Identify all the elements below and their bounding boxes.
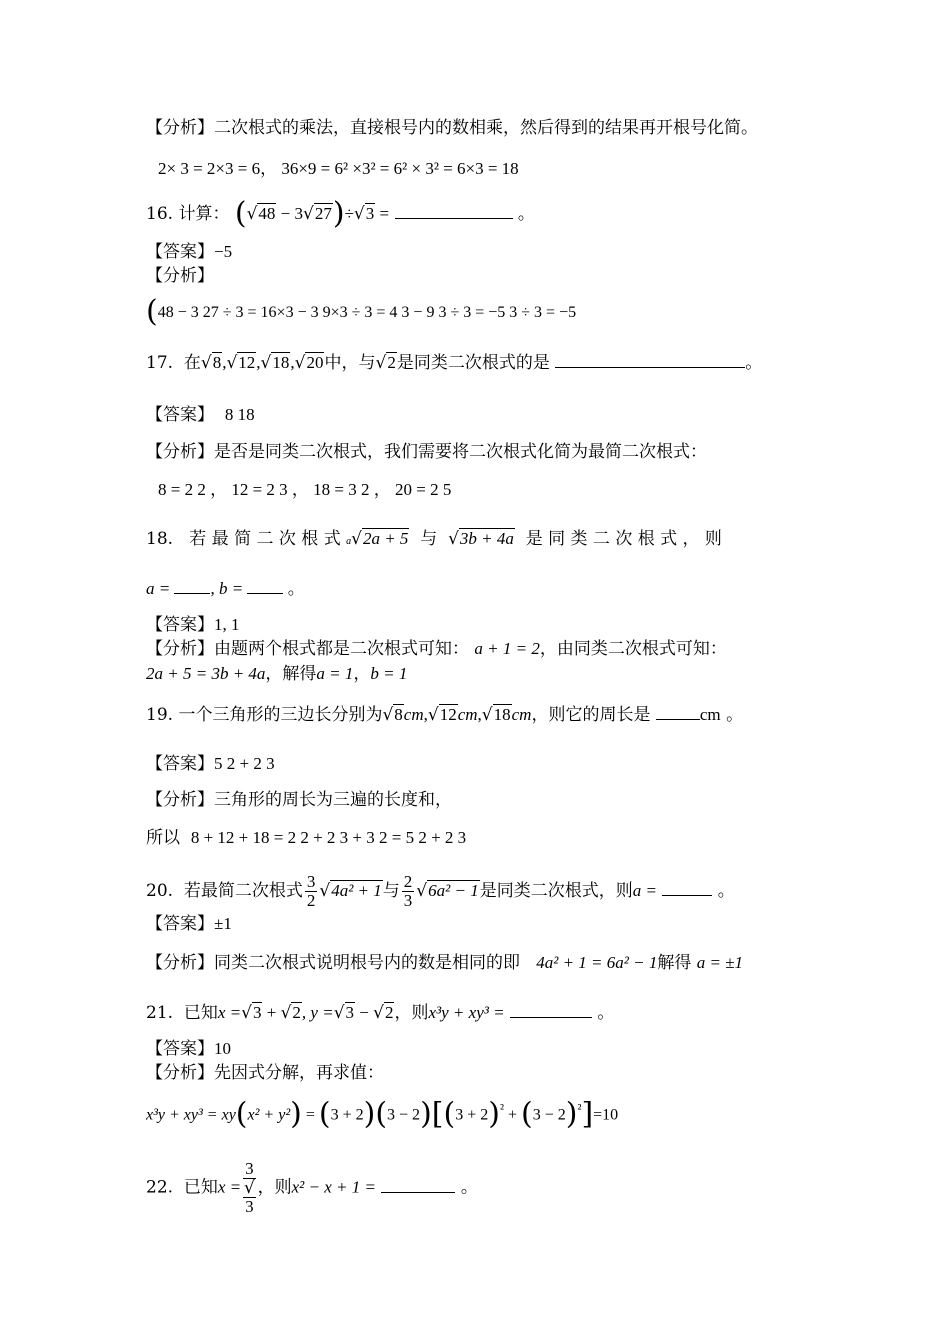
answer-blank[interactable] (395, 202, 513, 219)
question-label: 计算： (178, 204, 230, 224)
answer-blank[interactable] (662, 879, 712, 896)
q18-answer: 【答案】1, 1 (146, 615, 240, 635)
q16-expression: (√48 − 3√27)÷√3 = (234, 196, 390, 231)
q21-question: 21. 已知x =√3 + √2, y =√3 − √2，则x³y + xy³ = 。 (146, 1003, 615, 1023)
q19-question: 19. 一个三角形的三边长分别为√8cm,√12cm,√18cm，则它的周长是 cm 。 (146, 705, 744, 725)
answer-blank[interactable] (555, 351, 745, 368)
answer-blank[interactable] (381, 1176, 455, 1193)
answer-blank-b[interactable] (247, 577, 283, 594)
q15-work: 2× 3 = 2×3 = 6， 36×9 = 6² ×3² = 6² × 3² = 6×3 = 18 (158, 159, 519, 178)
q19-analysis: 【分析】三角形的周长为三遍的长度和， (146, 790, 452, 810)
q21-analysis: 【分析】先因式分解，再求值： (146, 1063, 384, 1083)
question-number: 20. (146, 881, 174, 901)
q18-question: 18. 若 最 简 二 次 根 式 a√2a + 5 与 √3b + 4a 是 同 类 二 次 根 式 ， 则 (146, 529, 722, 549)
q15-analysis (146, 117, 758, 139)
answer-value: 8 18 (224, 405, 255, 424)
q19-sides: √8cm,√12cm,√18cm (382, 705, 532, 725)
q20-analysis: 【分析】同类二次根式说明根号内的数是相同的即 4a² + 1 = 6a² − 1解得 a = ±1 (146, 953, 744, 973)
answer-blank[interactable] (656, 703, 700, 720)
answer-value: 1, 1 (214, 615, 240, 634)
analysis-tag: 【分析】 (146, 118, 214, 138)
q17-radicals: √8,√12,√18,√20 (200, 353, 324, 373)
question-number: 19. (146, 705, 174, 725)
answer-value: ±1 (214, 914, 232, 933)
q21-work: $x^3y + xy^3 = xy(x^2 + y^2) = (3 + 2)(3 - 2)[(3 + 2)^{^2} + (3 - 2)^{^2}]=10$ (146, 1096, 619, 1132)
question-number: 22. (146, 1177, 174, 1198)
q18-blanks: a = , b = 。 (146, 579, 305, 598)
q19-answer: 【答案】5 2 + 2 3 (146, 754, 275, 774)
q17-question: 17. 在√8,√12,√18,√20中，与√2是同类二次根式的是 。 (146, 353, 763, 373)
q17-answer: 【答案】 8 18 (146, 405, 255, 425)
fraction-2-3: $\frac{2}{3}$ (403, 872, 413, 910)
q21-answer: 【答案】10 (146, 1039, 231, 1059)
q16-analysis-tag: 【分析】 (146, 266, 214, 286)
answer-blank[interactable] (510, 1001, 592, 1018)
q22-question: 22. 已知x = 3 √ 3 ，则x² − x + 1 = 。 (146, 1159, 478, 1216)
question-number: 17. (146, 353, 174, 373)
q20-question: 20. 若最简二次根式 $\frac{3}{2}$ √4a² + 1与 $\frac{2}{3}$ √6a² − 1是同类二次根式，则a = 。 (146, 872, 735, 910)
q16-work: (48 − 3 27 ÷ 3 = 16×3 − 3 9×3 ÷ 3 = 4 3 − 9 3 ÷ 3 = −5 3 ÷ 3 = −5 (146, 294, 577, 329)
answer-value: 5 2 + 2 3 (214, 754, 275, 773)
q18-analysis: 【分析】由题两个根式都是二次根式可知： a + 1 = 2，由同类二次根式可知： (146, 639, 727, 659)
q17-work: 8 = 2 2 ， 12 = 2 3 ， 18 = 3 2 ， 20 = 2 5 (158, 480, 452, 499)
fraction-3-2: $\frac{3}{2}$ (306, 872, 316, 910)
question-number: 16. (146, 204, 174, 224)
fraction-3-sqrt3: 3 √ 3 (243, 1159, 255, 1216)
q17-analysis: 【分析】是否是同类二次根式，我们需要将二次根式化简为最简二次根式： (146, 442, 707, 462)
answer-value: −5 (214, 242, 233, 261)
answer-blank-a[interactable] (174, 577, 210, 594)
q16-answer: 【答案】−5 (146, 242, 233, 262)
q16-question: 16. 计算： (√48 − 3√27)÷√3 = 。 (146, 196, 535, 231)
analysis-text: 二次根式的乘法，直接根号内的数相乘，然后得到的结果再开根号化简。 (214, 118, 758, 138)
q18-analysis-2: 2a + 5 = 3b + 4a，解得a = 1，b = 1 (146, 664, 408, 684)
question-number: 21. (146, 1003, 174, 1023)
q20-answer: 【答案】±1 (146, 914, 232, 934)
question-number: 18. (146, 529, 174, 549)
answer-value: 10 (214, 1039, 231, 1058)
q19-work: 所以 8 + 12 + 18 = 2 2 + 2 3 + 3 2 = 5 2 + 2 3 (146, 828, 467, 848)
